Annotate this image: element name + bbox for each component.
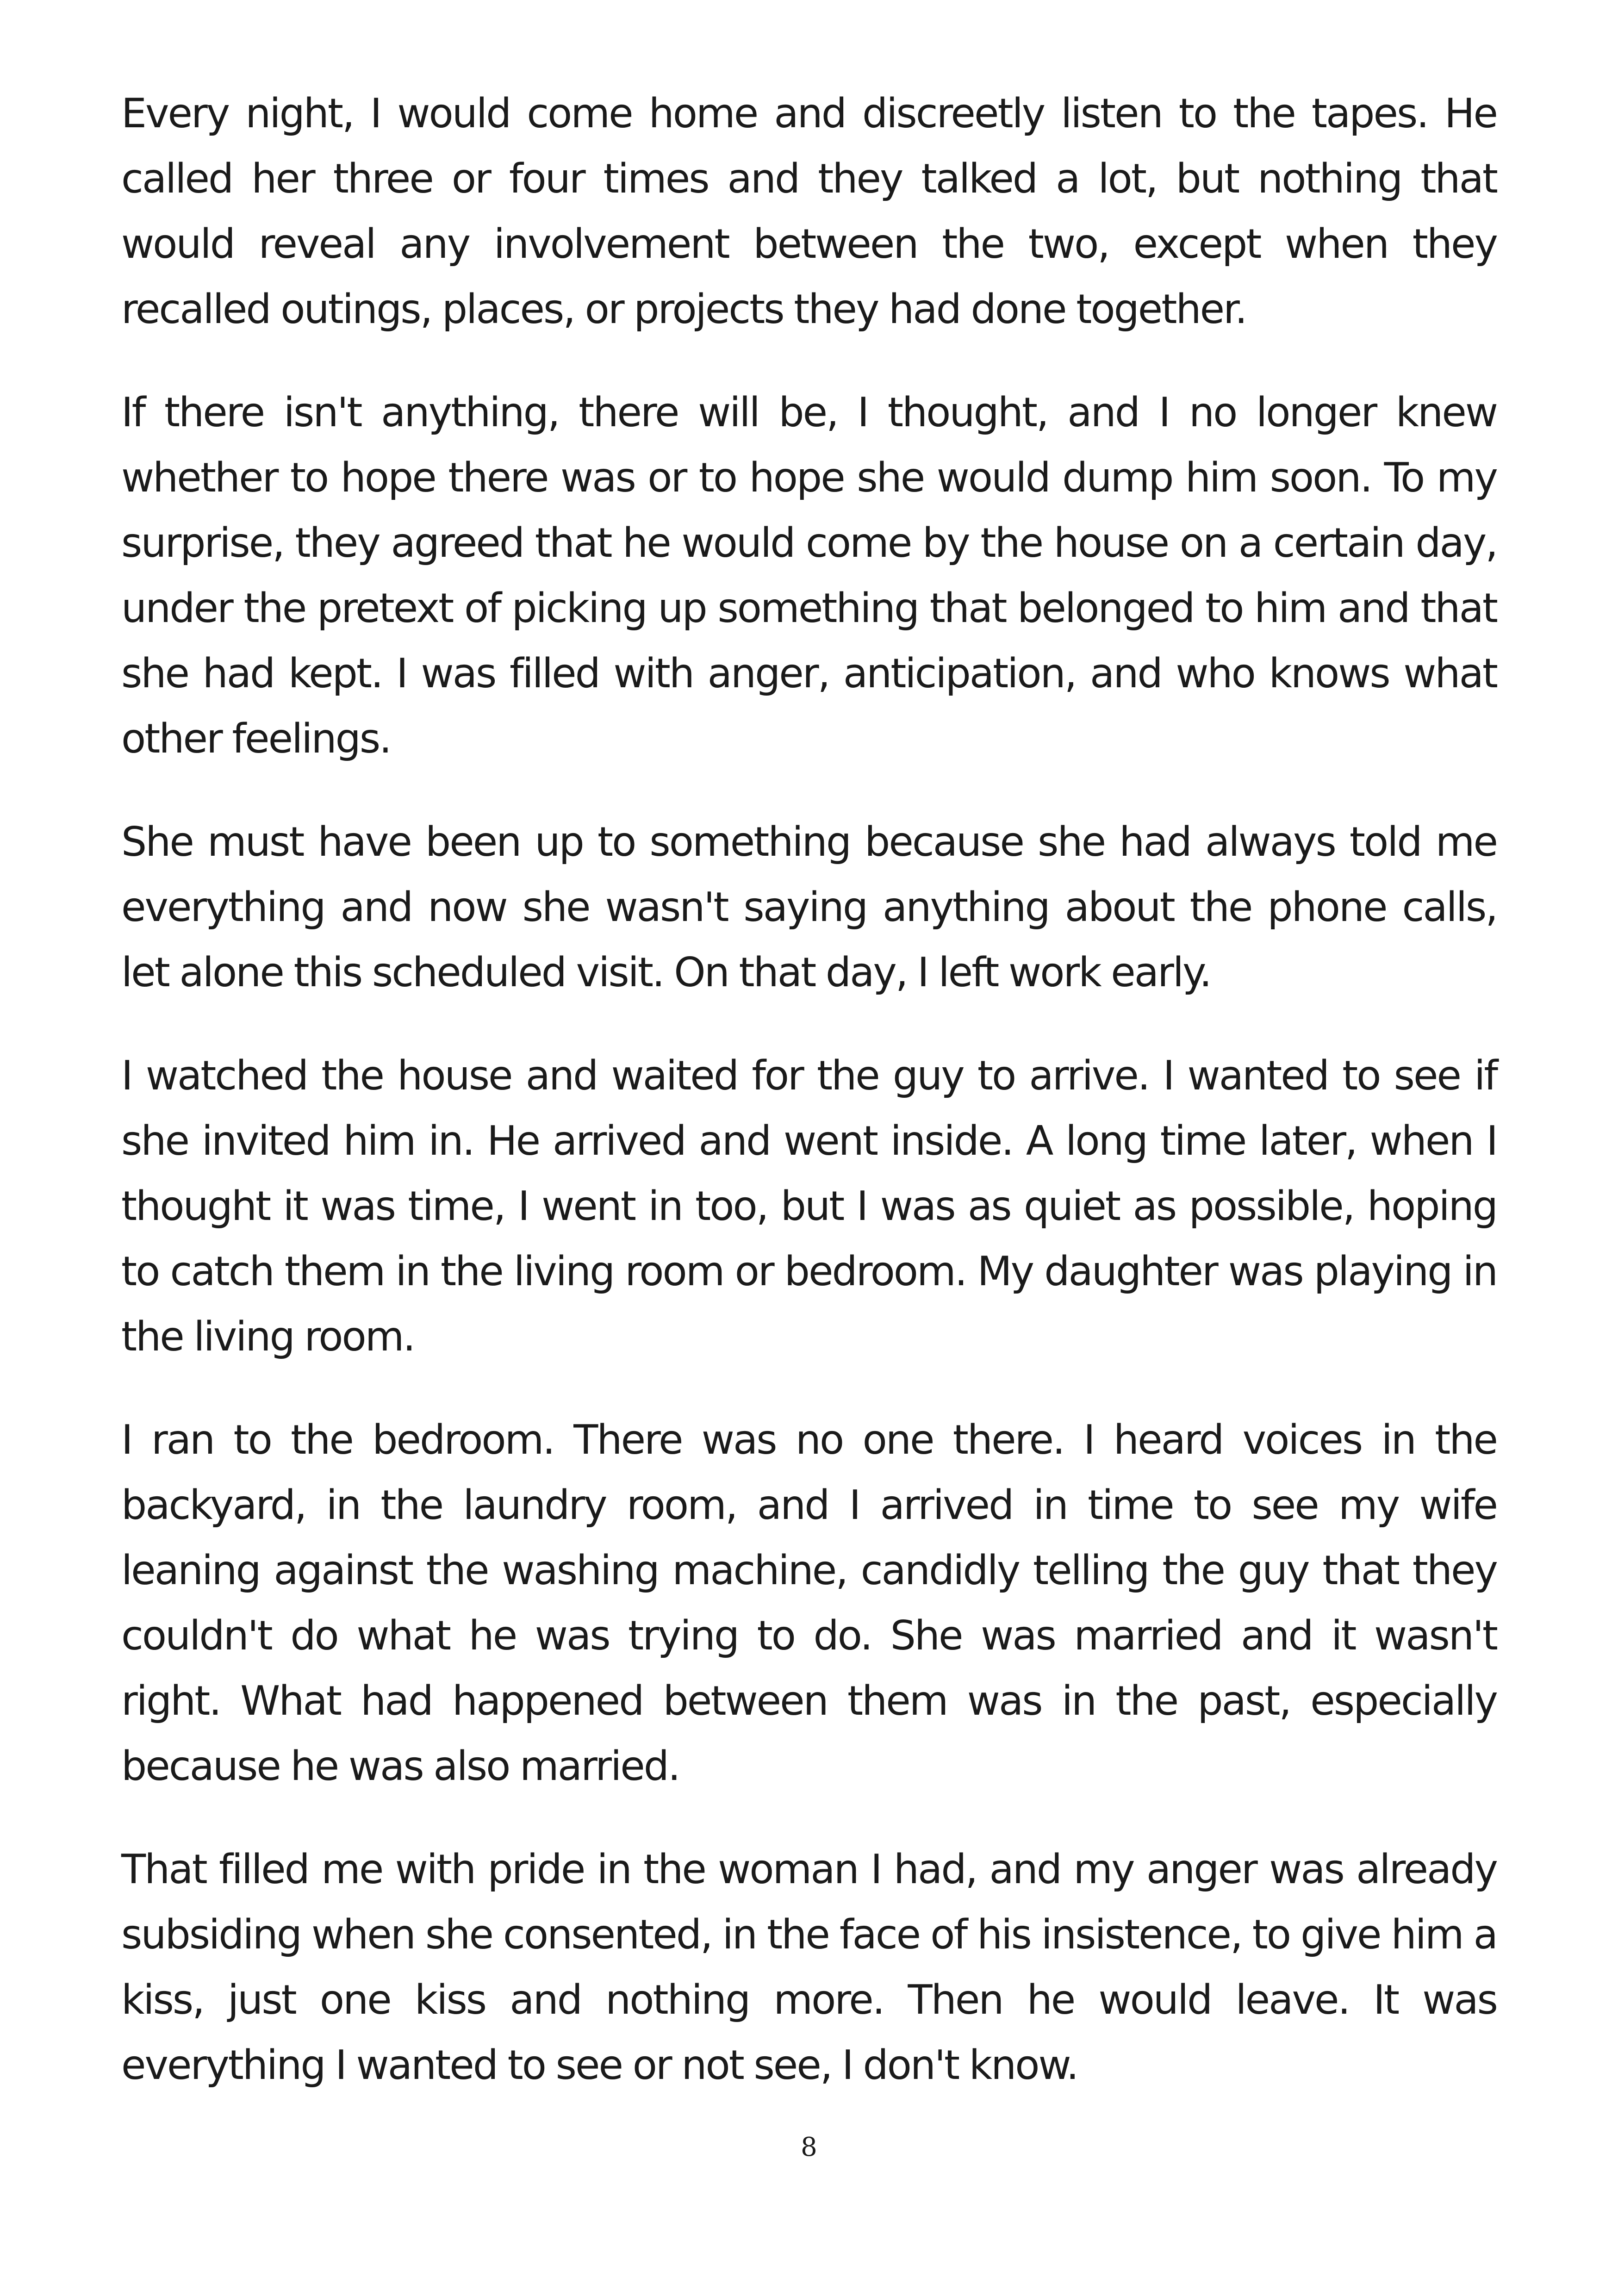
paragraph-1: Every night, I would come home and discreetly listen to the tapes. He called her three or four times and they talked a lot, but nothing that would reveal any involvement between the two, except when they recalled outings, places, or projects they had done together. xyxy=(121,90,1497,333)
paragraph-5: I ran to the bedroom. There was no one there. I heard voices in the backyard, in the laundry room, and I arrived in time to see my wife leaning against the washing machine, candidly telling the guy that they couldn't do what he was trying to do. She was married and it wasn't right. What had happened between them was in the past, especially because he was also married. xyxy=(121,1416,1497,1790)
page-number: 8 xyxy=(801,2132,817,2162)
body-text xyxy=(121,81,1497,2098)
paragraph-2: If there isn't anything, there will be, I thought, and I no longer knew whether to hope there was or to hope she would dump him soon. To my surprise, they agreed that he would come by the house on a certain day, under the pretext of picking up something that belonged to him and that she had kept. I was filled with anger, anticipation, and who knows what other feelings. xyxy=(121,389,1497,762)
paragraph-3: She must have been up to something because she had always told me everything and now she wasn't saying anything about the phone calls, let alone this scheduled visit. On that day, I left work early. xyxy=(121,818,1497,996)
paragraph-4: I watched the house and waited for the guy to arrive. I wanted to see if she invited him in. He arrived and went inside. A long time later, when I thought it was time, I went in too, but I was as quiet as possible, hoping to catch them in the living room or bedroom. My daughter was playing in the living room. xyxy=(121,1052,1497,1360)
paragraph-6: That filled me with pride in the woman I had, and my anger was already subsiding when she consented, in the face of his insistence, to give him a kiss, just one kiss and nothing more. Then he would leave. It was everything I wanted to see or not see, I don't know. xyxy=(121,1846,1497,2089)
